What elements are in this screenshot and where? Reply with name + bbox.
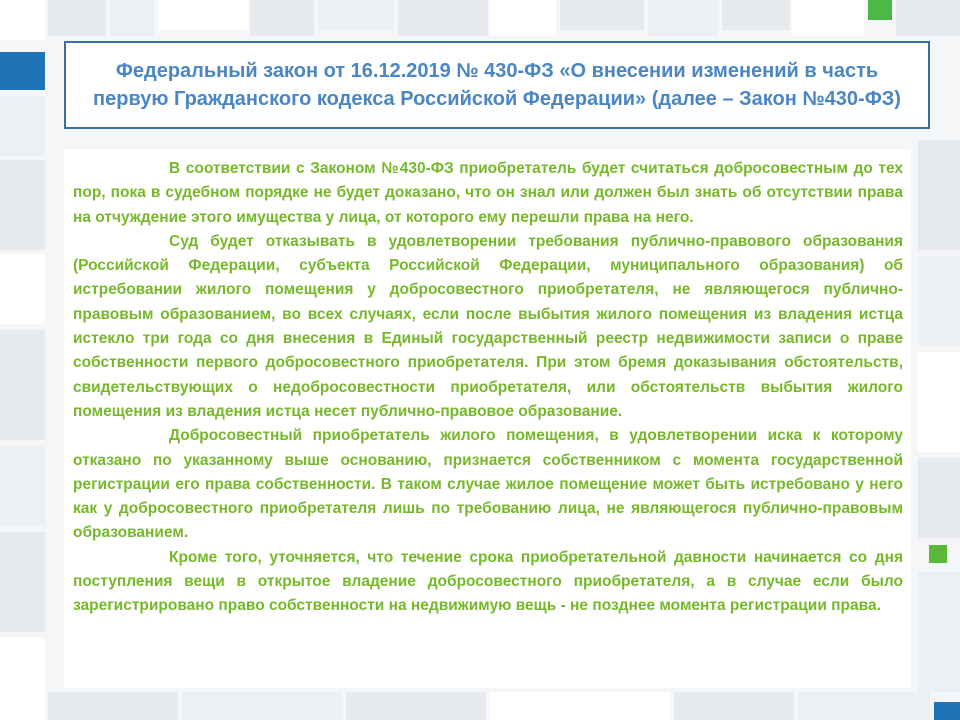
bg-tile [0, 330, 45, 440]
bg-tile [0, 638, 45, 720]
bg-tile [318, 0, 394, 30]
paragraph: Кроме того, уточняется, что течение срока приобретательной давности начинается со дня поступления вещи в открытое владение добросовестного приобретателя, а в случае если было зарегистрировано право собственности на недвижимую вещь - не позднее момента регистрации права. [73, 548, 903, 615]
text-panel [64, 150, 911, 688]
bg-tile [648, 0, 718, 36]
paragraph: В соответствии с Законом №430-ФЗ приобретатель будет считаться добросовестным до тех пор, пока в судебном порядке не будет доказано, что он знал или должен был знать об отсутствии права на отчуждение этого имущества у лица, от которого ему перешли права на него. [73, 160, 903, 226]
bg-tile [560, 0, 644, 30]
accent-square-green [868, 0, 892, 20]
accent-square-blue [0, 52, 45, 90]
paragraph: Суд будет отказывать в удовлетворении требования публично-правового образования (Российской Федерации, субъекта Российской Федерации, муниципального образования) об истребовании жилого помещения у добросовестного приобретателя, не являющегося публично-правовым образованием, во всех случаях, если после выбытия жилого помещения из владения истца истекло три года со дня внесения в Единый государственный реестр недвижимости записи о праве собственности первого добросовестного приобретателя. При этом бремя доказывания обстоятельств, свидетельствующих о недобросовестности приобретателя, или обстоятельств выбытия жилого помещения из владения истца несет публично-правовое образование. [73, 232, 903, 420]
bg-tile [0, 96, 45, 156]
bg-tile [346, 692, 486, 720]
bg-tile [490, 0, 556, 36]
bg-tile [158, 0, 248, 30]
bg-tile [918, 352, 960, 452]
bg-tile [918, 140, 960, 250]
title-box [64, 41, 930, 129]
bg-tile [0, 0, 45, 40]
bg-tile [918, 572, 960, 692]
bg-tile [0, 254, 45, 324]
accent-square-blue [934, 702, 960, 720]
slide-title: Федеральный закон от 16.12.2019 № 430-ФЗ «О внесении изменений в часть первую Гражданского кодекса Российской Федерации» (далее – Закон №430-ФЗ) [93, 60, 901, 110]
bg-tile [0, 532, 45, 632]
bg-tile [48, 0, 106, 36]
bg-tile [250, 0, 314, 36]
bg-tile [0, 160, 45, 250]
bg-tile [48, 692, 178, 720]
bg-tile [918, 458, 960, 538]
bg-tile [398, 0, 488, 36]
bg-tile [674, 692, 794, 720]
bg-tile [918, 256, 960, 346]
paragraph: Добросовестный приобретатель жилого помещения, в удовлетворении иска к которому отказано по указанному выше основанию, признается собственником с момента государственной регистрации его права собственности. В таком случае жилое помещение может быть истребовано у него как у добросовестного приобретателя лишь по требованию лица, не являющегося публично-правовым образованием. [73, 427, 903, 542]
bg-tile [722, 0, 790, 30]
bg-tile [798, 692, 930, 720]
bg-tile [896, 0, 960, 36]
accent-square-green [929, 545, 947, 563]
bg-tile [182, 692, 342, 720]
bg-tile [110, 0, 154, 36]
bg-tile [0, 446, 45, 526]
bg-tile [490, 692, 670, 720]
bg-tile [792, 0, 864, 36]
